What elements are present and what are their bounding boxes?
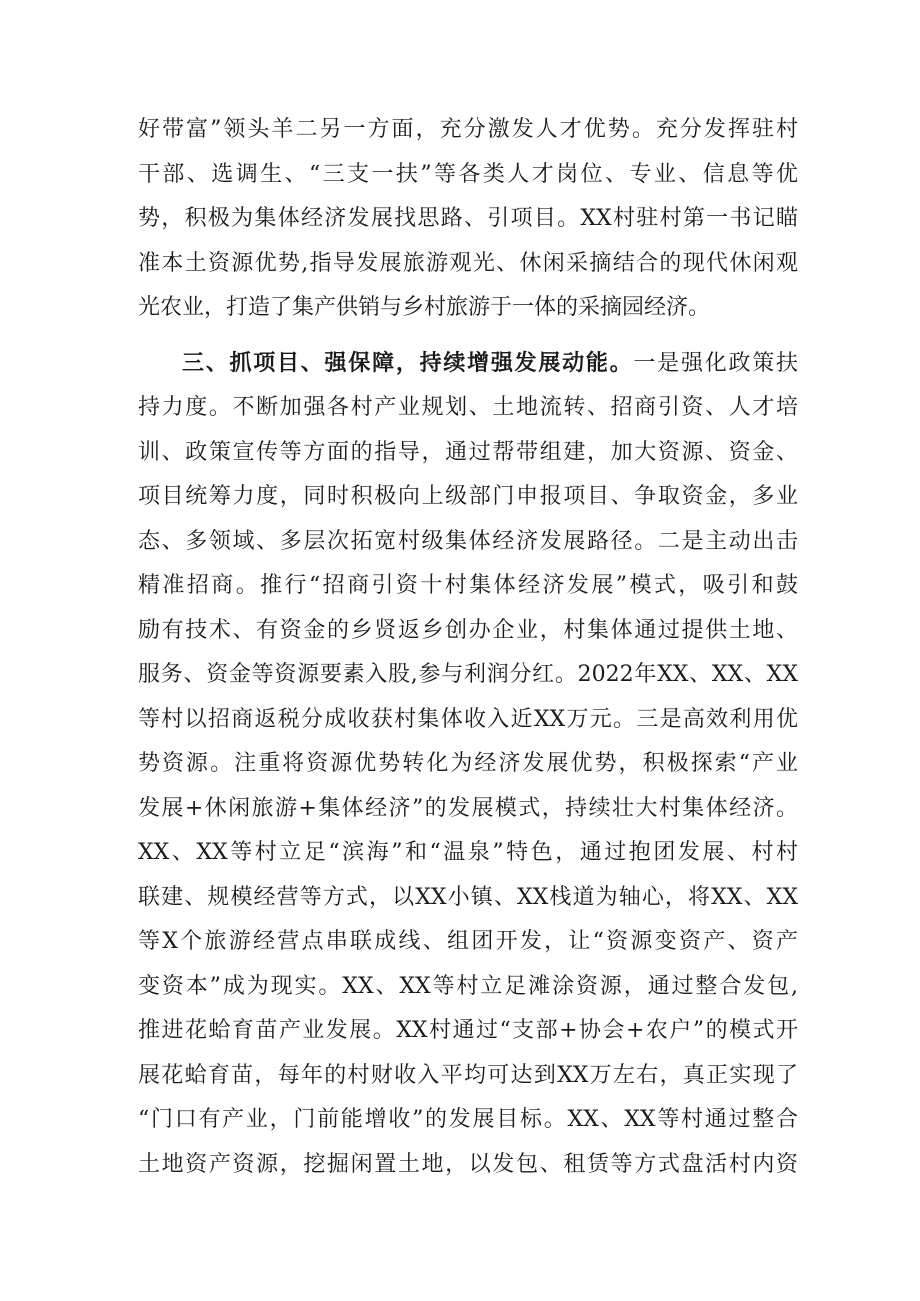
paragraph-line: 发展+休闲旅游+集体经济”的发展模式，持续壮大村集体经济。: [138, 795, 798, 821]
paragraph-line: 励有技术、有资金的乡贤返乡创办企业，村集体通过提供土地、: [138, 617, 798, 643]
paragraph-line: 训、政策宣传等方面的指导，通过帮带组建，加大资源、资金、: [138, 439, 798, 465]
paragraph-line: 好带富”领头羊二另一方面，充分激发人才优势。充分发挥驻村: [138, 117, 798, 142]
heading-followup-text: 一是强化政策扶: [633, 350, 798, 376]
paragraph-line: 推进花蛤育苗产业发展。XX村通过“支部+协会+农户”的模式开: [138, 1018, 798, 1043]
paragraph-line: 势，积极为集体经济发展找思路、引项目。XX村驻村第一书记瞄: [138, 206, 798, 231]
paragraph-line: 等村以招商返税分成收获村集体收入近XX万元。三是高效利用优: [138, 706, 798, 732]
paragraph-line: 持力度。不断加强各村产业规划、土地流转、招商引资、人才培: [138, 395, 798, 420]
document-body: [138, 108, 798, 1187]
paragraph-line: 服务、资金等资源要素入股,参与利润分红。2022年XX、XX、XX: [138, 662, 798, 687]
paragraph-line: XX、XX等村立足“滨海”和“温泉”特色，通过抱团发展、村村: [138, 840, 798, 865]
paragraph-line: 势资源。注重将资源优势转化为经济发展优势，积极探索“产业: [138, 751, 798, 776]
paragraph-line: 光农业，打造了集产供销与乡村旅游于一体的采摘园经济。: [138, 295, 711, 320]
paragraph-line: 联建、规模经营等方式，以XX小镇、XX栈道为轴心，将XX、XX: [138, 884, 798, 910]
paragraph-line: “门口有产业，门前能增收”的发展目标。XX、XX等村通过整合: [138, 1107, 798, 1132]
paragraph-line: 变资本”成为现实。XX、XX等村立足滩涂资源，通过整合发包,: [138, 973, 798, 999]
paragraph-spacing: [138, 331, 798, 342]
paragraph-line: 态、多领域、多层次拓宽村级集体经济发展路径。二是主动出击: [138, 528, 798, 554]
paragraph-line: 土地资产资源，挖掘闲置土地，以发包、租赁等方式盘活村内资: [138, 1151, 798, 1177]
paragraph-line: 干部、选调生、“三支一扶”等各类人才岗位、专业、信息等优: [138, 161, 798, 187]
paragraph-first-line: [138, 342, 798, 387]
paragraph-line: 准本土资源优势,指导发展旅游观光、休闲采摘结合的现代休闲观: [138, 250, 798, 276]
paragraph-talent: [138, 108, 798, 331]
paragraph-line: 项目统筹力度，同时积极向上级部门申报项目、争取资金，多业: [138, 484, 798, 509]
paragraph-projects: [138, 342, 798, 1188]
paragraph-line: 等X个旅游经营点串联成线、组团开发，让“资源变资产、资产: [138, 929, 798, 954]
paragraph-line: 展花蛤育苗，每年的村财收入平均可达到XX万左右，真正实现了: [138, 1062, 798, 1088]
section-heading: 三、抓项目、强保障，持续增强发展动能。: [182, 350, 634, 376]
paragraph-line: 精准招商。推行“招商引资十村集体经济发展”模式，吸引和鼓: [138, 573, 798, 598]
